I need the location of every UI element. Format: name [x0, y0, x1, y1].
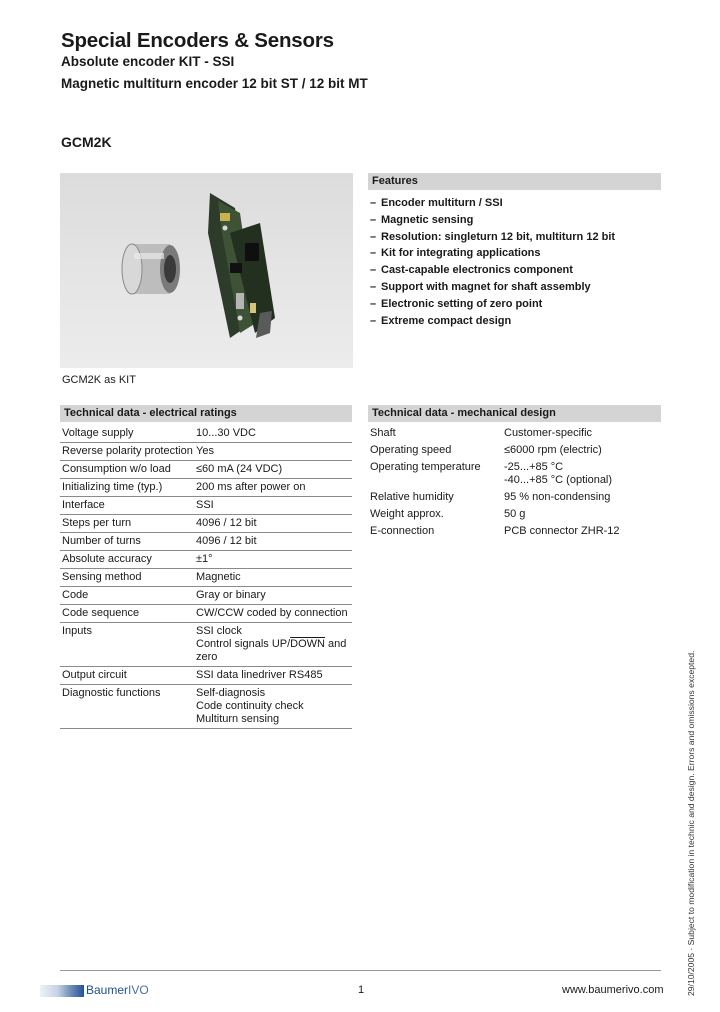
table-row: Voltage supply 10...30 VDC — [60, 425, 352, 443]
electrical-heading: Technical data - electrical ratings — [60, 405, 352, 422]
table-row: Weight approx. 50 g — [370, 508, 526, 520]
page-title: Special Encoders & Sensors — [61, 29, 334, 52]
table-row: Sensing method Magnetic — [60, 569, 352, 587]
brand-logo[interactable]: BaumerIVO — [40, 983, 149, 997]
table-row: Operating temperature -25...+85 °C -40...+85 °C (optional) — [370, 461, 613, 486]
logo-stripes-icon — [40, 985, 84, 997]
encoder-kit-illustration — [60, 173, 353, 368]
feature-item: – Support with magnet for shaft assembly — [370, 280, 591, 293]
page-subtitle-2: Magnetic multiturn encoder 12 bit ST / 12 bit MT — [61, 76, 368, 91]
table-row: Output circuit SSI data linedriver RS485 — [60, 667, 352, 685]
table-row: Steps per turn 4096 / 12 bit — [60, 515, 352, 533]
magnet-holder-image — [122, 244, 180, 294]
table-row: Relative humidity 95 % non-condensing — [370, 491, 611, 503]
product-photo — [60, 173, 353, 368]
feature-item: – Extreme compact design — [370, 314, 512, 327]
table-row: Consumption w/o load ≤60 mA (24 VDC) — [60, 461, 352, 479]
feature-item: – Encoder multiturn / SSI — [370, 197, 503, 209]
feature-item: – Kit for integrating applications — [370, 247, 541, 260]
table-row: Initializing time (typ.) 200 ms after power on — [60, 479, 352, 497]
table-row: Code sequence CW/CCW coded by connection — [60, 605, 352, 623]
feature-item: – Electronic setting of zero point — [370, 297, 543, 310]
table-row: Absolute accuracy ±1° — [60, 551, 352, 569]
feature-item: – Magnetic sensing — [370, 213, 474, 226]
page-subtitle: Absolute encoder KIT - SSI — [61, 54, 235, 69]
feature-item: – Resolution: singleturn 12 bit, multiturn 12 bit — [370, 230, 616, 243]
electrical-table — [60, 425, 352, 729]
table-row: Diagnostic functions Self-diagnosis Code continuity check Multiturn sensing — [60, 685, 352, 729]
table-row: Shaft Customer-specific — [370, 427, 593, 439]
table-row: Inputs SSI clock Control signals UP/DOWN and zero — [60, 623, 352, 667]
disclaimer-note: 29/10/2005 · Subject to modification in technic and design. Errors and omissions excepted. — [686, 650, 696, 996]
photo-caption: GCM2K as KIT — [62, 374, 136, 386]
model-name: GCM2K — [61, 134, 112, 150]
page-number: 1 — [358, 984, 365, 996]
table-row: Operating speed ≤6000 rpm (electric) — [370, 444, 602, 456]
table-row: Code Gray or binary — [60, 587, 352, 605]
table-row: Number of turns 4096 / 12 bit — [60, 533, 352, 551]
mechanical-heading: Technical data - mechanical design — [368, 405, 661, 422]
website-link[interactable]: www.baumerivo.com — [562, 984, 664, 996]
table-row: Reverse polarity protection Yes — [60, 443, 352, 461]
feature-item: – Cast-capable electronics component — [370, 264, 573, 277]
features-list — [370, 195, 660, 329]
table-row: Interface SSI — [60, 497, 352, 515]
table-row: E-connection PCB connector ZHR-12 — [370, 525, 620, 537]
mechanical-table — [368, 425, 661, 540]
pcb-board-image — [208, 193, 275, 338]
footer-divider — [60, 970, 661, 971]
features-heading: Features — [368, 173, 661, 190]
